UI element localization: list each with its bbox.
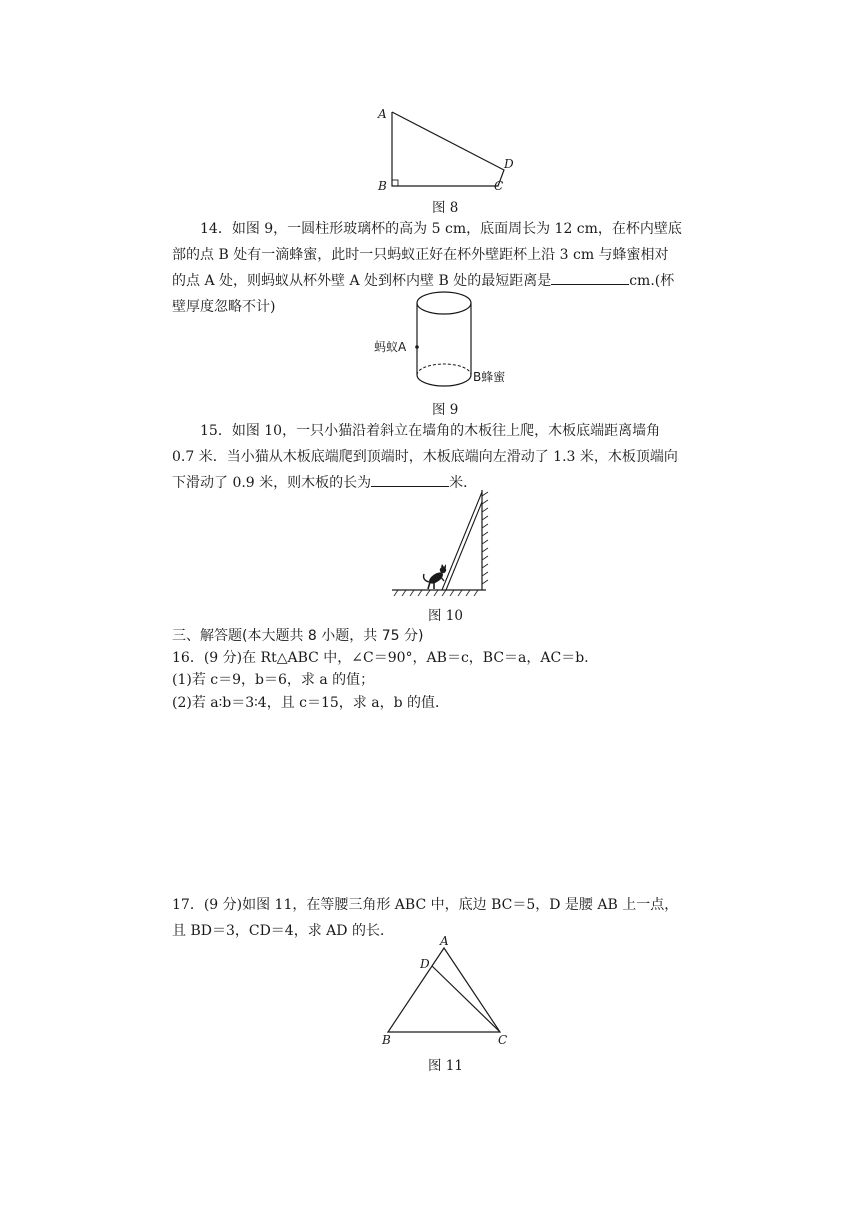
figure-10-diagram <box>388 486 496 600</box>
label-ant-a: 蚂蚁A <box>374 340 407 354</box>
vertex-label-b: B <box>378 179 387 193</box>
vertex-label-a: A <box>378 107 387 121</box>
trapezoid-outline <box>392 112 504 186</box>
figure-8-caption: 图 8 <box>432 200 459 216</box>
vertex-label-c: C <box>494 179 504 193</box>
ground-hatching <box>394 590 478 596</box>
section-3-heading: 三、解答题(本大题共 8 小题，共 75 分) <box>172 628 424 644</box>
vertex-label-d: D <box>504 157 514 171</box>
point-a-dot <box>415 345 419 349</box>
wall-hatching <box>482 492 488 584</box>
question-15-text: 15．如图 10，一只小猫沿着斜立在墙角的木板往上爬，木板底端距离墙角 0.7 米．当小猫从木板底端爬到顶端时，木板底端向左滑动了 1.3 米，木板顶端向下滑动了 0.9 米，则木板的长为 <box>172 423 678 491</box>
figure-8-diagram <box>372 100 522 196</box>
label-b-honey: B蜂蜜 <box>473 370 506 384</box>
figure-11-diagram <box>372 934 522 1050</box>
question-17: 17．(9 分)如图 11，在等腰三角形 ABC 中，底边 BC＝5，D 是腰 AB 上一点，且 BD＝3，CD＝4，求 AD 的长． <box>172 897 679 939</box>
figure-11-caption: 图 11 <box>428 1058 463 1074</box>
question-15 <box>172 418 682 496</box>
question-14-tail: cm.(杯壁厚度忽略不计) <box>172 273 675 315</box>
vertex-label-a: A <box>440 934 449 948</box>
answer-blank-14[interactable] <box>551 270 629 285</box>
answer-blank-15[interactable] <box>371 472 449 487</box>
vertex-label-d: D <box>420 957 430 971</box>
question-16-stem: 16．(9 分)在 Rt△ABC 中，∠C＝90°，AB＝c，BC＝a，AC＝b. <box>172 650 589 666</box>
cylinder-top <box>417 292 471 314</box>
question-16-part-1: (1)若 c＝9，b＝6，求 a 的值； <box>172 672 375 688</box>
right-angle-mark <box>392 180 398 186</box>
board-left-edge <box>442 492 482 590</box>
cylinder-bottom-front <box>417 375 471 386</box>
triangle-abc <box>388 948 500 1032</box>
vertex-label-b: B <box>382 1033 391 1047</box>
vertex-label-c: C <box>498 1033 508 1047</box>
question-16-part-2: (2)若 a∶b＝3∶4，且 c＝15，求 a，b 的值． <box>172 695 450 711</box>
figure-9-diagram <box>370 288 520 392</box>
segment-cd <box>432 966 500 1032</box>
cylinder-bottom-back <box>417 364 471 375</box>
cat-icon <box>424 564 447 589</box>
board-right-edge <box>446 502 482 590</box>
question-15-tail: 米． <box>449 475 478 491</box>
question-14-text: 14．如图 9，一圆柱形玻璃杯的高为 5 cm，底面周长为 12 cm，在杯内壁底部的点 B 处有一滴蜂蜜，此时一只蚂蚁正好在杯外壁距杯上沿 3 cm 与蜂蜜相对的点 A 处，则蚂蚁从杯外壁 A 处到杯内壁 B 处的最短距离是 <box>172 221 682 289</box>
figure-9-caption: 图 9 <box>432 402 459 418</box>
figure-10-caption: 图 10 <box>428 608 463 624</box>
